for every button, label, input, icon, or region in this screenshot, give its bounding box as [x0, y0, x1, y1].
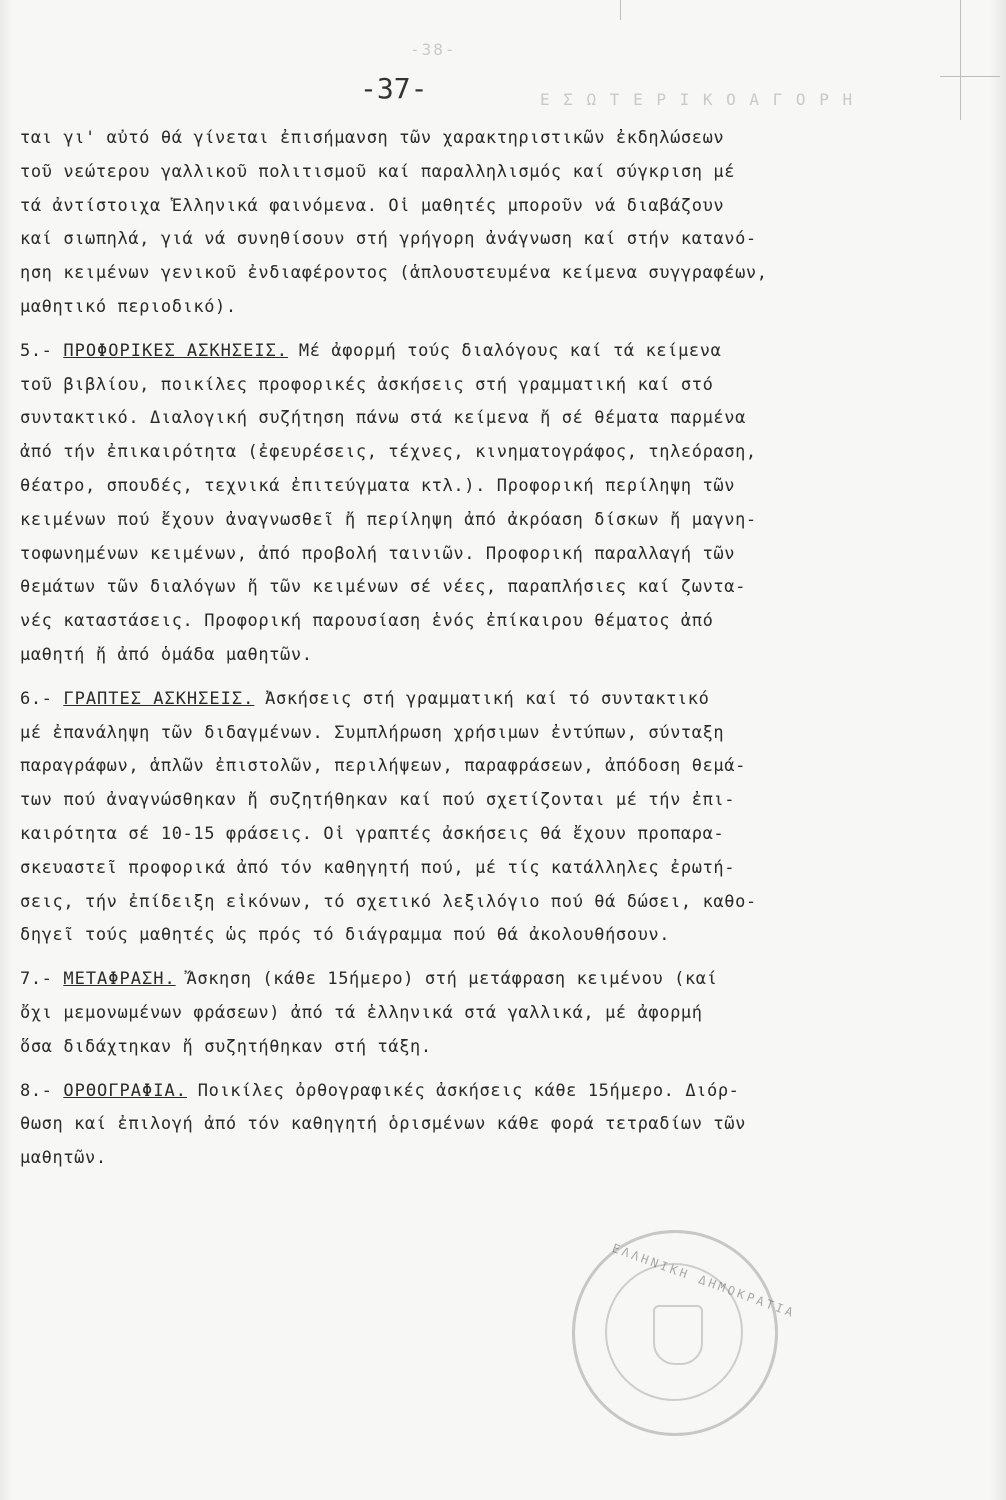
text-line	[20, 291, 950, 325]
text-line	[20, 156, 950, 190]
line-text: Μέ ἀφορμή τούς διαλόγους καί τά κείμενα	[288, 340, 722, 361]
text-line	[20, 571, 950, 605]
line-text: ἀπό τήν ἐπικαιρότητα (ἐφευρέσεις, τέχνες, κινηματογράφος, τηλεόραση,	[20, 442, 757, 463]
line-text: μαθητή ἤ ἀπό ὁμάδα μαθητῶν.	[20, 644, 313, 665]
text-line	[20, 335, 950, 369]
margin-scratch	[960, 0, 961, 120]
page-number: -37-	[360, 72, 428, 105]
text-line	[20, 1108, 950, 1142]
text-line	[20, 122, 950, 156]
section-number: 7.-	[20, 969, 64, 990]
paragraph-gap	[20, 325, 950, 335]
line-text: τοῦ νεώτερου γαλλικοῦ πολιτισμοῦ καί παραλληλισμός καί σύγκριση μέ	[20, 161, 736, 182]
stamp-text: ΕΛΛΗΝΙΚΗ ΔΗΜΟΚΡΑΤΙΑ	[610, 1241, 798, 1321]
bleed-heading: Ε Σ Ω Τ Ε Ρ Ι Κ Ο Α Γ Ο Ρ Η	[540, 90, 855, 109]
line-text: Ἄσκηση (κάθε 15ήμερο) στή μετάφραση κειμένου (καί	[175, 969, 718, 990]
coat-of-arms-icon	[653, 1305, 703, 1365]
text-line	[20, 538, 950, 572]
text-line	[20, 963, 950, 997]
text-line	[20, 1031, 950, 1065]
text-line	[20, 605, 950, 639]
paragraph-gap	[20, 673, 950, 683]
line-text: ηση κειμένων γενικοῦ ἐνδιαφέροντος (ἁπλουστευμένα κείμενα συγγραφέων,	[20, 263, 768, 284]
official-stamp	[572, 1230, 798, 1436]
line-text: μαθητῶν.	[20, 1148, 107, 1169]
paragraph-gap	[20, 953, 950, 963]
text-line	[20, 470, 950, 504]
line-text: μαθητικό περιοδικό).	[20, 296, 237, 317]
line-text: Ἀσκήσεις στή γραμματική καί τό συντακτικό	[254, 688, 710, 709]
line-text: δηγεῖ τούς μαθητές ὡς πρός τό διάγραμμα πού θά ἀκολουθήσουν.	[20, 925, 671, 946]
line-text: σκευαστεῖ προφορικά ἀπό τόν καθηγητή πού, μέ τίς κατάλληλες ἐρωτή-	[20, 857, 736, 878]
line-text: καί σιωπηλά, γιά νά συνηθίσουν στή γρήγορη ἀνάγνωση καί στήν κατανό-	[20, 229, 757, 250]
line-text: τοφωνημένων κειμένων, ἀπό προβολή ταινιῶν. Προφορική παραλλαγή τῶν	[20, 543, 736, 564]
line-text: τοῦ βιβλίου, ποικίλες προφορικές ἀσκήσεις στή γραμματική καί στό	[20, 374, 714, 395]
text-line	[20, 717, 950, 751]
section-number: 8.-	[20, 1080, 64, 1101]
text-line	[20, 886, 950, 920]
text-line	[20, 852, 950, 886]
line-text: νές καταστάσεις. Προφορική παρουσίαση ἑνός ἐπίκαιρου θέματος ἀπό	[20, 611, 714, 632]
text-line	[20, 369, 950, 403]
section-number: 5.-	[20, 340, 64, 361]
margin-scratch	[620, 0, 621, 20]
text-line	[20, 1075, 950, 1109]
text-line	[20, 257, 950, 291]
text-line	[20, 639, 950, 673]
line-text: ται γι' αὐτό θά γίνεται ἐπισήμανση τῶν χαρακτηριστικῶν ἐκδηλώσεων	[20, 128, 725, 148]
line-text: ὅσα διδάχτηκαν ἤ συζητήθηκαν στή τάξη.	[20, 1036, 432, 1057]
body-text	[20, 122, 950, 1176]
line-text: ὄχι μεμονωμένων φράσεων) ἀπό τά ἑλληνικά στά γαλλικά, μέ ἀφορμή	[20, 1002, 703, 1023]
section-heading: ΜΕΤΑΦΡΑΣΗ.	[63, 969, 176, 990]
line-text: σεις, τήν ἐπίδειξη εἰκόνων, τό σχετικό λεξιλόγιο πού θά δώσει, καθο-	[20, 891, 757, 912]
text-line	[20, 1142, 950, 1176]
line-text: θέατρο, σπουδές, τεχνικά ἐπιτεύγματα κτλ.). Προφορική περίληψη τῶν	[20, 475, 736, 496]
line-text: παραγράφων, ἁπλῶν ἐπιστολῶν, περιλήψεων, παραφράσεων, ἀπόδοση θεμά-	[20, 756, 746, 777]
line-text: Ποικίλες ὀρθογραφικές ἀσκήσεις κάθε 15ήμερο. Διόρ-	[186, 1080, 740, 1101]
margin-scratch	[940, 76, 1000, 77]
section-heading: ΟΡΘΟΓΡΑΦΙΑ.	[63, 1080, 187, 1101]
text-line	[20, 504, 950, 538]
line-text: θωση καί ἐπιλογή ἀπό τόν καθηγητή ὁρισμένων κάθε φορά τετραδίων τῶν	[20, 1114, 746, 1135]
text-line	[20, 750, 950, 784]
text-line	[20, 683, 950, 717]
text-line	[20, 223, 950, 257]
text-line	[20, 190, 950, 224]
line-text: μέ ἐπανάληψη τῶν διδαγμένων. Συμπλήρωση χρήσιμων ἐντύπων, σύνταξη	[20, 722, 725, 743]
text-line	[20, 436, 950, 470]
line-text: των πού ἀναγνώσθηκαν ἤ συζητήθηκαν καί πού σχετίζονται μέ τήν ἐπι-	[20, 790, 736, 811]
text-line	[20, 784, 950, 818]
line-text: θεμάτων τῶν διαλόγων ἤ τῶν κειμένων σέ νέες, παραπλήσιες καί ζωντα-	[20, 577, 746, 598]
section-heading: ΓΡΑΠΤΕΣ ΑΣΚΗΣΕΙΣ.	[63, 688, 255, 709]
paragraph-gap	[20, 1065, 950, 1075]
text-line	[20, 919, 950, 953]
text-line	[20, 997, 950, 1031]
line-text: τά ἀντίστοιχα Ἑλληνικά φαινόμενα. Οἱ μαθητές μποροῦν νά διαβάζουν	[20, 195, 725, 216]
section-heading: ΠΡΟΦΟΡΙΚΕΣ ΑΣΚΗΣΕΙΣ.	[63, 340, 289, 361]
bleed-page-number: -38-	[410, 40, 457, 59]
text-line	[20, 818, 950, 852]
section-number: 6.-	[20, 688, 64, 709]
line-text: κειμένων πού ἔχουν ἀναγνωσθεῖ ἤ περίληψη ἀπό ἀκρόαση δίσκων ἤ μαγνη-	[20, 509, 757, 530]
line-text: συντακτικό. Διαλογική συζήτηση πάνω στά κείμενα ἤ σέ θέματα παρμένα	[20, 408, 746, 429]
text-line	[20, 402, 950, 436]
line-text: καιρότητα σέ 10-15 φράσεις. Οἱ γραπτές ἀσκήσεις θά ἔχουν προπαρα-	[20, 823, 725, 844]
